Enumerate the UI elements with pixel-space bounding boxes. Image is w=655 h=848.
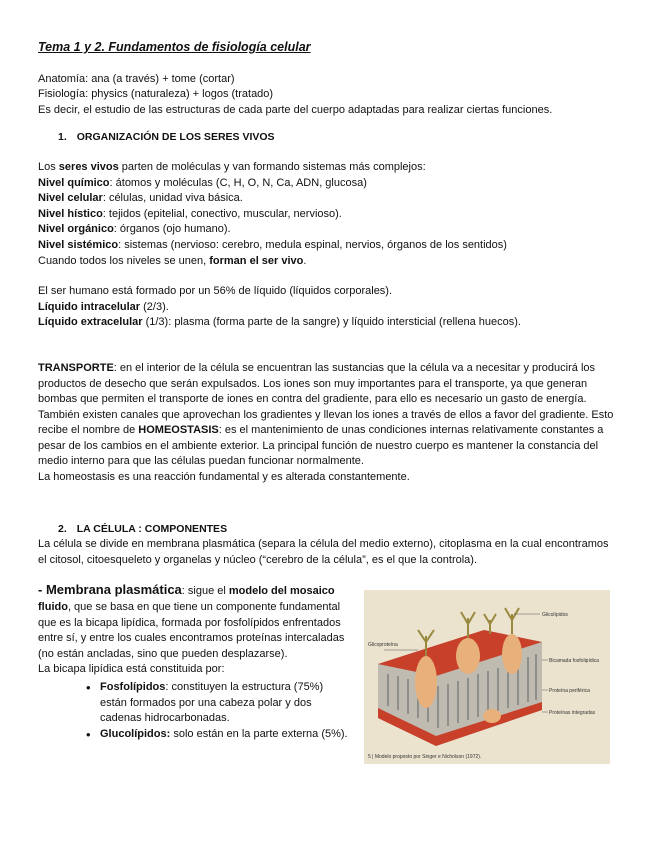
peripheral-protein [483,709,501,723]
document-page [38,40,618,782]
cuando-line: Cuando todos los niveles se unen, forman el ser vivo. [38,254,307,267]
membrana-text [38,582,353,742]
membrana-block [38,582,618,782]
bicapa-line: La bicapa lipídica está constituida por: [38,663,225,676]
label-periferica: Proteína periférica [549,688,590,695]
extracelular-line: Líquido extracelular (1/3): plasma (forma parte de la sangre) y líquido intersticial (rellena huecos). [38,316,521,329]
section-2-heading: 2. LA CÉLULA : COMPONENTES [58,522,228,535]
label-glucolipidos: Glicolípidos [542,612,568,619]
section-1-heading: 1. ORGANIZACIÓN DE LOS SERES VIVOS [58,131,275,144]
membrane-figure [364,590,610,764]
level-sistemico: Nivel sistémico: sistemas (nervioso: cerebro, medula espinal, nervios, órganos de los sentidos) [38,238,507,251]
decir-line: Es decir, el estudio de las estructuras de cada parte del cuerpo adaptadas para realizar ciertas funciones. [38,103,553,116]
bicapa-list [38,680,353,742]
celula-paragraph: La célula se divide en membrana plasmática (separa la célula del medio externo), citoplasma en la cual encontramos el citosol, citoesqueleto y organelas y núcleo (“cerebro de la célula”, es el que la controla). [38,538,609,566]
anatomia-line: Anatomía: ana (a través) + tome (cortar) [38,72,235,85]
label-bicamada: Bicamada fosfolipídica [549,658,600,665]
label-integrada: Proteínas integradas [549,710,596,717]
list-item: • Glucolípidos: solo están en la parte externa (5%). [100,727,353,743]
label-glicoproteina: Glicoproteína [368,642,398,649]
intracelular-line: Líquido intracelular (2/3). [38,300,169,313]
page-title: Tema 1 y 2. Fundamentos de fisiología celular [38,40,311,54]
list-item: • Fosfolípidos: constituyen la estructura (75%) están formados por una cabeza polar y dos cadenas hidrocarbonadas. [100,680,353,727]
membrana-paragraph: - Membrana plasmática: sigue el modelo del mosaico fluido, que se basa en que tiene un componente fundamental que es la bicapa lipídica, formada por fosfolípidos enfrentados entre sí, y entre los cuales encontramos proteínas intercaladas (no están ancladas, sino que pueden desplazarse). [38,582,345,660]
homeostasis-line: La homeostasis es una reacción fundamental y es alterada constantemente. [38,471,410,484]
integral-protein-2 [456,638,480,674]
seres-vivos-line: Los seres vivos parten de moléculas y van formando sistemas más complejos: [38,160,426,173]
integral-protein-3 [502,634,522,674]
liquido-line: El ser humano está formado por un 56% de líquido (líquidos corporales). [38,285,393,298]
integral-protein-1 [415,656,437,708]
level-celular: Nivel celular: células, unidad viva básica. [38,192,243,205]
fisiologia-line: Fisiología: physics (naturaleza) + logos (tratado) [38,88,274,101]
level-histico: Nivel hístico: tejidos (epitelial, conectivo, muscular, nervioso). [38,207,342,220]
membrane-diagram [364,590,610,764]
figure-caption: 5 | Modelo proposto por Singer e Nicholson (1972). [368,754,482,761]
canales-paragraph: También existen canales que aprovechan los gradientes y llevan los iones a través de ellos a favor del gradiente. Esto recibe el nombre de HOMEOSTASIS: es el mantenimiento de unas condiciones internas relativamente constantes a pesar de los cambios en el ambiente exterior. La principal función de nuestro cuerpo es mantener la constancia del medio interno para que las células puedan funcionar normalmente. [38,408,614,468]
transporte-paragraph: TRANSPORTE: en el interior de la célula se encuentran las sustancias que la célula va a necesitar y producirá los productos de desecho que serán expulsados. Los iones son muy importantes para el transporte, ya que generan bombas que permiten el transporte de iones en contra del gradiente, para ello es necesario un gasto de energía. [38,361,595,406]
level-organico: Nivel orgánico: órganos (ojo humano). [38,223,231,236]
level-quimico: Nivel químico: átomos y moléculas (C, H, O, N, Ca, ADN, glucosa) [38,176,367,189]
